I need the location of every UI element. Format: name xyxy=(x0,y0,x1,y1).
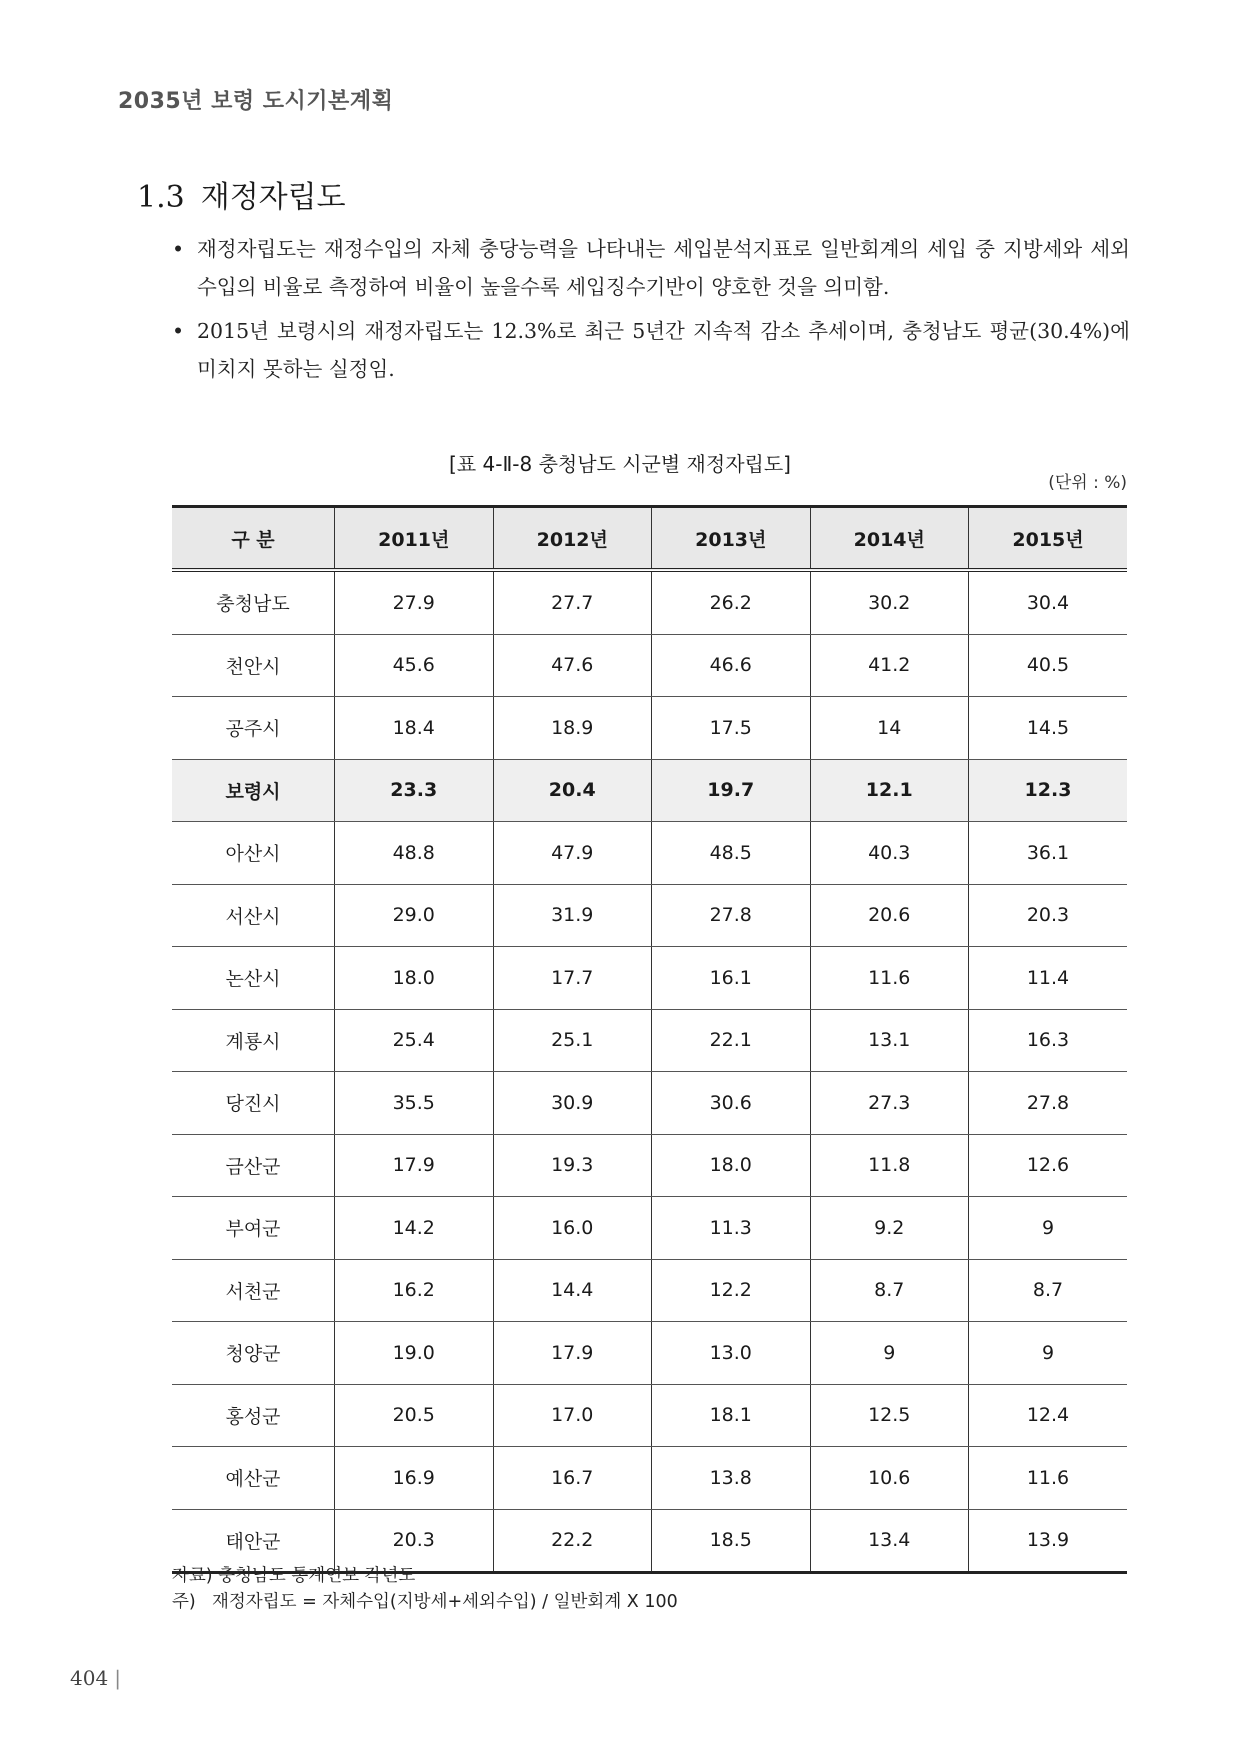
region-cell: 당진시 xyxy=(172,1072,335,1135)
table-row xyxy=(172,1072,1127,1135)
value-cell: 20.3 xyxy=(335,1509,494,1573)
value-cell: 12.6 xyxy=(969,1134,1128,1197)
value-cell: 16.2 xyxy=(335,1259,494,1322)
value-cell: 20.3 xyxy=(969,884,1128,947)
value-cell: 25.4 xyxy=(335,1009,494,1072)
section-title-text: 재정자립도 xyxy=(200,180,346,215)
table-row xyxy=(172,1447,1127,1510)
value-cell: 16.9 xyxy=(335,1447,494,1510)
table-body xyxy=(172,570,1127,1573)
value-cell: 20.4 xyxy=(493,759,652,822)
value-cell: 17.9 xyxy=(335,1134,494,1197)
region-cell: 천안시 xyxy=(172,634,335,697)
section-title xyxy=(137,172,346,216)
region-cell: 예산군 xyxy=(172,1447,335,1510)
table-row xyxy=(172,1134,1127,1197)
table-header-row xyxy=(172,507,1127,571)
table-row xyxy=(172,822,1127,885)
page-number-separator: | xyxy=(114,1666,121,1690)
value-cell: 48.8 xyxy=(335,822,494,885)
header-cell-year: 2011년 xyxy=(335,507,494,571)
value-cell: 17.7 xyxy=(493,947,652,1010)
source-note xyxy=(172,1563,678,1589)
value-cell: 11.4 xyxy=(969,947,1128,1010)
value-cell: 14.5 xyxy=(969,697,1128,760)
value-cell: 14 xyxy=(810,697,969,760)
value-cell: 18.9 xyxy=(493,697,652,760)
value-cell: 9 xyxy=(810,1322,969,1385)
value-cell: 14.2 xyxy=(335,1197,494,1260)
value-cell: 22.1 xyxy=(652,1009,811,1072)
value-cell: 36.1 xyxy=(969,822,1128,885)
region-cell: 충청남도 xyxy=(172,570,335,634)
table-row xyxy=(172,884,1127,947)
value-cell: 11.8 xyxy=(810,1134,969,1197)
region-cell: 태안군 xyxy=(172,1509,335,1573)
table-row xyxy=(172,1384,1127,1447)
table-caption: [표 4-Ⅱ-8 충청남도 시군별 재정자립도] xyxy=(449,452,791,476)
bullet-item: • 2015년 보령시의 재정자립도는 12.3%로 최근 5년간 지속적 감소 추세이며, 충청남도 평균(30.4%)에 미치지 못하는 실정임. xyxy=(172,312,1130,388)
region-cell: 홍성군 xyxy=(172,1384,335,1447)
value-cell: 35.5 xyxy=(335,1072,494,1135)
value-cell: 27.7 xyxy=(493,570,652,634)
table-row xyxy=(172,947,1127,1010)
value-cell: 46.6 xyxy=(652,634,811,697)
value-cell: 14.4 xyxy=(493,1259,652,1322)
value-cell: 16.3 xyxy=(969,1009,1128,1072)
table-row xyxy=(172,697,1127,760)
table-row xyxy=(172,1197,1127,1260)
page-number xyxy=(70,1666,121,1690)
value-cell: 19.3 xyxy=(493,1134,652,1197)
value-cell: 17.0 xyxy=(493,1384,652,1447)
value-cell: 13.4 xyxy=(810,1509,969,1573)
value-cell: 16.1 xyxy=(652,947,811,1010)
table-row xyxy=(172,634,1127,697)
table-notes xyxy=(172,1563,678,1615)
value-cell: 19.7 xyxy=(652,759,811,822)
table-row xyxy=(172,1259,1127,1322)
value-cell: 30.9 xyxy=(493,1072,652,1135)
table-row xyxy=(172,759,1127,822)
value-cell: 27.8 xyxy=(969,1072,1128,1135)
value-cell: 30.2 xyxy=(810,570,969,634)
value-cell: 12.2 xyxy=(652,1259,811,1322)
region-cell: 부여군 xyxy=(172,1197,335,1260)
value-cell: 16.0 xyxy=(493,1197,652,1260)
value-cell: 29.0 xyxy=(335,884,494,947)
formula-note-prefix: 주) xyxy=(172,1592,196,1612)
header-cell-year: 2013년 xyxy=(652,507,811,571)
bullet-item: • 재정자립도는 재정수입의 자체 충당능력을 나타내는 세입분석지표로 일반회계의 세입 중 지방세와 세외수입의 비율로 측정하여 비율이 높을수록 세입징수기반이 양호한 것을 의미함. xyxy=(172,230,1130,306)
region-cell: 공주시 xyxy=(172,697,335,760)
value-cell: 9 xyxy=(969,1197,1128,1260)
value-cell: 20.6 xyxy=(810,884,969,947)
value-cell: 13.1 xyxy=(810,1009,969,1072)
source-note-prefix: 자료) xyxy=(172,1566,213,1586)
value-cell: 19.0 xyxy=(335,1322,494,1385)
value-cell: 45.6 xyxy=(335,634,494,697)
value-cell: 41.2 xyxy=(810,634,969,697)
value-cell: 17.9 xyxy=(493,1322,652,1385)
value-cell: 11.6 xyxy=(810,947,969,1010)
value-cell: 25.1 xyxy=(493,1009,652,1072)
header-cell-year: 2012년 xyxy=(493,507,652,571)
region-cell: 서산시 xyxy=(172,884,335,947)
region-cell: 금산군 xyxy=(172,1134,335,1197)
value-cell: 16.7 xyxy=(493,1447,652,1510)
table-unit: (단위 : %) xyxy=(1048,473,1127,493)
value-cell: 10.6 xyxy=(810,1447,969,1510)
value-cell: 18.0 xyxy=(652,1134,811,1197)
running-header: 2035년 보령 도시기본계획 xyxy=(118,89,394,114)
value-cell: 27.3 xyxy=(810,1072,969,1135)
value-cell: 18.5 xyxy=(652,1509,811,1573)
value-cell: 27.9 xyxy=(335,570,494,634)
value-cell: 26.2 xyxy=(652,570,811,634)
table-row xyxy=(172,1009,1127,1072)
value-cell: 48.5 xyxy=(652,822,811,885)
value-cell: 18.1 xyxy=(652,1384,811,1447)
bullet-list xyxy=(172,230,1130,394)
header-cell-year: 2014년 xyxy=(810,507,969,571)
section-number: 1.3 xyxy=(137,180,185,215)
value-cell: 40.3 xyxy=(810,822,969,885)
value-cell: 13.9 xyxy=(969,1509,1128,1573)
value-cell: 8.7 xyxy=(810,1259,969,1322)
formula-note xyxy=(172,1589,678,1615)
table-row xyxy=(172,1322,1127,1385)
table-row xyxy=(172,570,1127,634)
value-cell: 47.6 xyxy=(493,634,652,697)
region-cell: 청양군 xyxy=(172,1322,335,1385)
fiscal-independence-table xyxy=(172,505,1127,1574)
region-cell: 서천군 xyxy=(172,1259,335,1322)
header-cell-year: 2015년 xyxy=(969,507,1128,571)
value-cell: 12.1 xyxy=(810,759,969,822)
value-cell: 40.5 xyxy=(969,634,1128,697)
page-number-value: 404 xyxy=(70,1666,109,1690)
value-cell: 12.3 xyxy=(969,759,1128,822)
header-cell-category: 구 분 xyxy=(172,507,335,571)
value-cell: 20.5 xyxy=(335,1384,494,1447)
value-cell: 47.9 xyxy=(493,822,652,885)
value-cell: 11.6 xyxy=(969,1447,1128,1510)
value-cell: 9.2 xyxy=(810,1197,969,1260)
region-cell: 논산시 xyxy=(172,947,335,1010)
value-cell: 8.7 xyxy=(969,1259,1128,1322)
region-cell: 계룡시 xyxy=(172,1009,335,1072)
value-cell: 12.4 xyxy=(969,1384,1128,1447)
region-cell: 보령시 xyxy=(172,759,335,822)
value-cell: 22.2 xyxy=(493,1509,652,1573)
value-cell: 13.8 xyxy=(652,1447,811,1510)
value-cell: 30.4 xyxy=(969,570,1128,634)
value-cell: 23.3 xyxy=(335,759,494,822)
value-cell: 30.6 xyxy=(652,1072,811,1135)
value-cell: 12.5 xyxy=(810,1384,969,1447)
value-cell: 18.0 xyxy=(335,947,494,1010)
source-note-text: 충청남도 통계연보 각년도 xyxy=(218,1566,416,1586)
value-cell: 13.0 xyxy=(652,1322,811,1385)
value-cell: 17.5 xyxy=(652,697,811,760)
value-cell: 18.4 xyxy=(335,697,494,760)
value-cell: 27.8 xyxy=(652,884,811,947)
value-cell: 31.9 xyxy=(493,884,652,947)
formula-note-text: 재정자립도 = 자체수입(지방세+세외수입) / 일반회계 X 100 xyxy=(212,1592,678,1612)
region-cell: 아산시 xyxy=(172,822,335,885)
value-cell: 11.3 xyxy=(652,1197,811,1260)
value-cell: 9 xyxy=(969,1322,1128,1385)
